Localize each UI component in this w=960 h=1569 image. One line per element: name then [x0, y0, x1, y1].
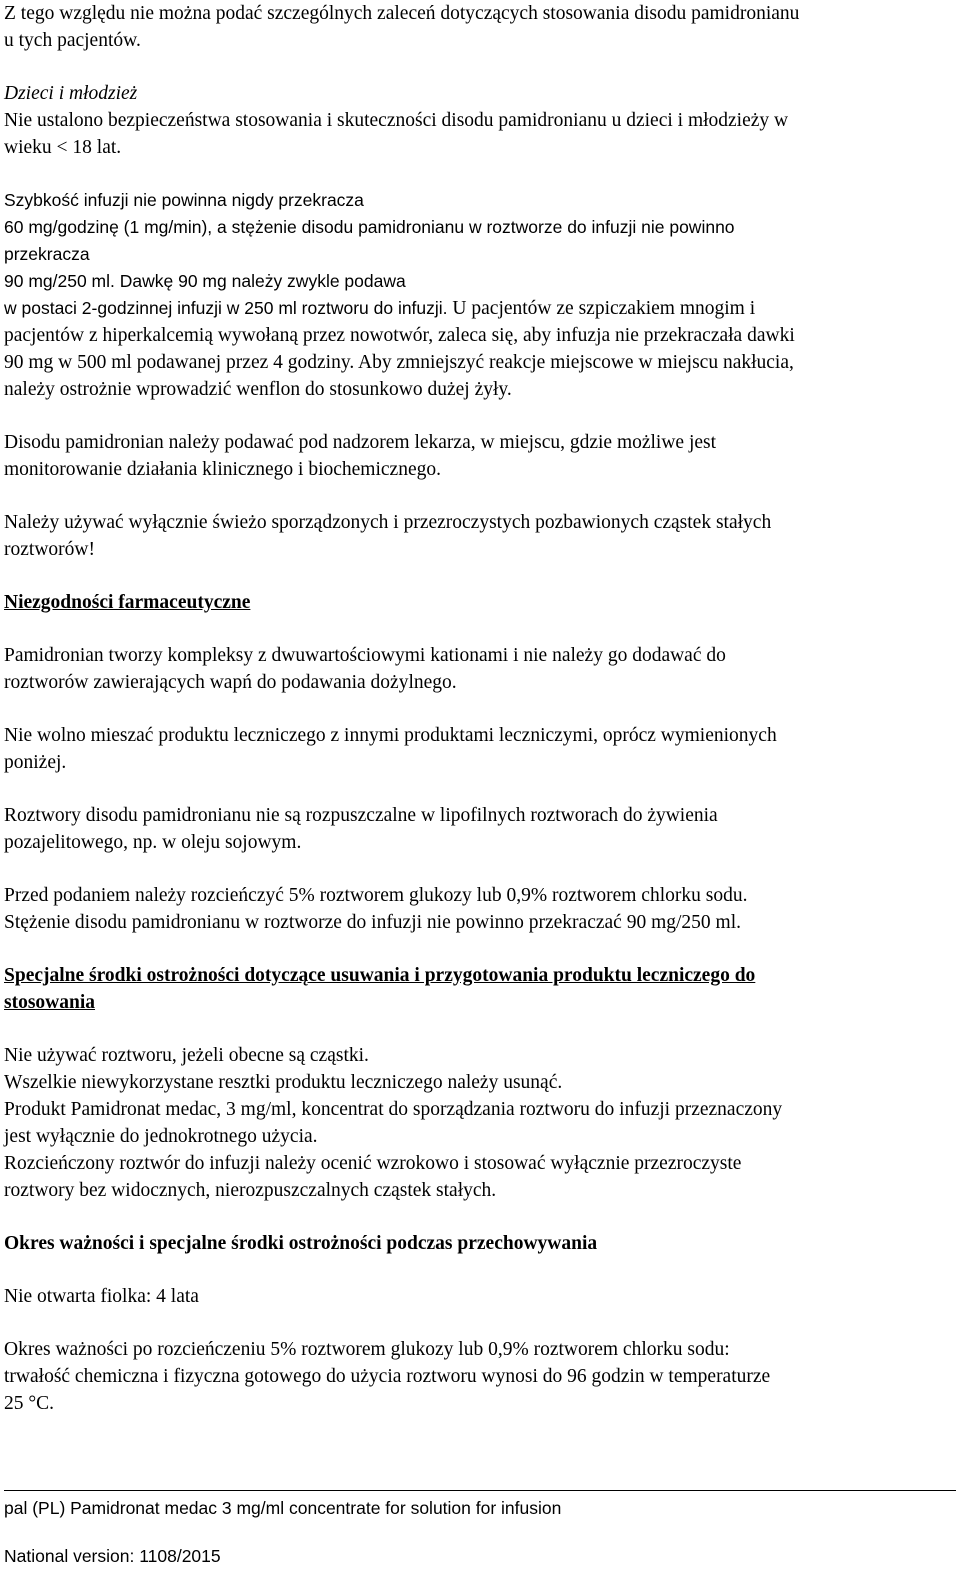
text-line: Nie wolno mieszać produktu leczniczego z innymi produktami leczniczymi, oprócz wymienionych — [4, 725, 777, 746]
text-line: Z tego względu nie można podać szczególnych zaleceń dotyczących stosowania disodu pamidronianu — [4, 3, 800, 24]
text-line: Okres ważności po rozcieńczeniu 5% roztworem glukozy lub 0,9% roztworem chlorku sodu: — [4, 1339, 730, 1360]
paragraph-special-precautions — [4, 1042, 954, 1204]
text-line: trwałość chemiczna i fizyczna gotowego do użycia roztworu wynosi do 96 godzin w temperaturze — [4, 1366, 771, 1387]
text-line: Przed podaniem należy rozcieńczyć 5% roztworem glukozy lub 0,9% roztworem chlorku sodu. — [4, 885, 748, 906]
text-line: roztworów zawierających wapń do podawania dożylnego. — [4, 672, 457, 693]
text-line: 90 mg w 500 ml podawanej przez 4 godziny. — [4, 352, 355, 373]
footer-version-line: National version: 1108/2015 — [4, 1546, 221, 1566]
text-line: Nie ustalono bezpieczeństwa stosowania i skuteczności disodu pamidronianu u dzieci i młodzieży w — [4, 110, 789, 131]
footer-product-line: pal (PL) Pamidronat medac 3 mg/ml concentrate for solution for infusion — [4, 1498, 562, 1518]
text-line: monitorowanie działania klinicznego i biochemicznego. — [4, 459, 441, 480]
paragraph-special-populations — [4, 0, 954, 54]
text-line: wieku < 18 lat. — [4, 137, 122, 158]
text-line: Pamidronian tworzy kompleksy z dwuwartościowymi kationami i nie należy go dodawać do — [4, 645, 726, 666]
text-line: Rozcieńczony roztwór do infuzji należy ocenić wzrokowo i stosować wyłącznie przezroczyste — [4, 1153, 742, 1174]
text-line: Produkt Pamidronat medac, 3 mg/ml, koncentrat do sporządzania roztworu do infuzji przeznaczony — [4, 1099, 783, 1120]
special-precautions-heading — [4, 962, 954, 1016]
text-line: 25 °C. — [4, 1393, 55, 1414]
text-line: przekracza — [4, 244, 90, 264]
paragraph-incompat-mixing — [4, 722, 954, 776]
text-line: 60 mg/godzinę (1 mg/min), a stężenie disodu pamidronianu w roztworze do infuzji nie powinno — [4, 217, 735, 237]
paragraph-infusion-rate — [4, 187, 954, 403]
footer-divider — [4, 1490, 956, 1491]
paragraph-incompat-calcium — [4, 642, 954, 696]
text-line: poniżej. — [4, 752, 67, 773]
incompatibilities-heading: Niezgodności farmaceutyczne — [4, 592, 251, 613]
text-line: pozajelitowego, np. w oleju sojowym. — [4, 832, 302, 853]
text-line: Wszelkie niewykorzystane resztki produktu leczniczego należy usunąć. — [4, 1072, 563, 1093]
text-line: 90 mg/250 ml. Dawkę 90 mg należy zwykle podawa — [4, 271, 406, 291]
text-line: Aby zmniejszyć reakcje miejscowe w miejscu nakłucia, — [354, 352, 794, 373]
section-children — [4, 80, 954, 161]
paragraph-shelf-life-diluted — [4, 1336, 954, 1417]
text-line: Disodu pamidronian należy podawać pod nadzorem lekarza, w miejscu, gdzie możliwe jest — [4, 432, 717, 453]
text-line: U pacjentów ze szpiczakiem mnogim i — [447, 298, 756, 319]
paragraph-incompat-lipophilic — [4, 802, 954, 856]
paragraph-shelf-life-vial: Nie otwarta fiolka: 4 lata — [4, 1286, 199, 1307]
children-heading: Dzieci i młodzież — [4, 83, 138, 104]
paragraph-supervision — [4, 429, 954, 483]
text-line: Nie używać roztworu, jeżeli obecne są cząstki. — [4, 1045, 369, 1066]
text-line: Roztwory disodu pamidronianu nie są rozpuszczalne w lipofilnych roztworach do żywienia — [4, 805, 718, 826]
paragraph-fresh-solutions — [4, 509, 954, 563]
text-line: pacjentów z hiperkalcemią wywołaną przez nowotwór, zaleca się, aby infuzja nie przekraczała dawki — [4, 325, 795, 346]
page-footer — [4, 1490, 956, 1567]
text-line: Stężenie disodu pamidronianu w roztworze do infuzji nie powinno przekraczać 90 mg/250 ml. — [4, 912, 741, 933]
text-line: należy ostrożnie wprowadzić wenflon do stosunkowo dużej żyły. — [4, 379, 512, 400]
text-line: roztworów! — [4, 539, 95, 560]
text-line: jest wyłącznie do jednokrotnego użycia. — [4, 1126, 318, 1147]
text-line: roztwory bez widocznych, nierozpuszczalnych cząstek stałych. — [4, 1180, 497, 1201]
document-body — [4, 0, 954, 1443]
shelf-life-heading: Okres ważności i specjalne środki ostrożności podczas przechowywania — [4, 1233, 598, 1254]
text-line: Należy używać wyłącznie świeżo sporządzonych i przezroczystych pozbawionych cząstek stałych — [4, 512, 772, 533]
paragraph-incompat-dilution — [4, 882, 954, 936]
heading-line: stosowania — [4, 992, 96, 1013]
heading-line: Specjalne środki ostrożności dotyczące usuwania i przygotowania produktu leczniczego do — [4, 965, 756, 986]
text-line: w postaci 2-godzinnej infuzji w 250 ml roztworu do infuzji. — [4, 298, 448, 318]
text-line: Szybkość infuzji nie powinna nigdy przekracza — [4, 190, 364, 210]
text-line: u tych pacjentów. — [4, 30, 141, 51]
